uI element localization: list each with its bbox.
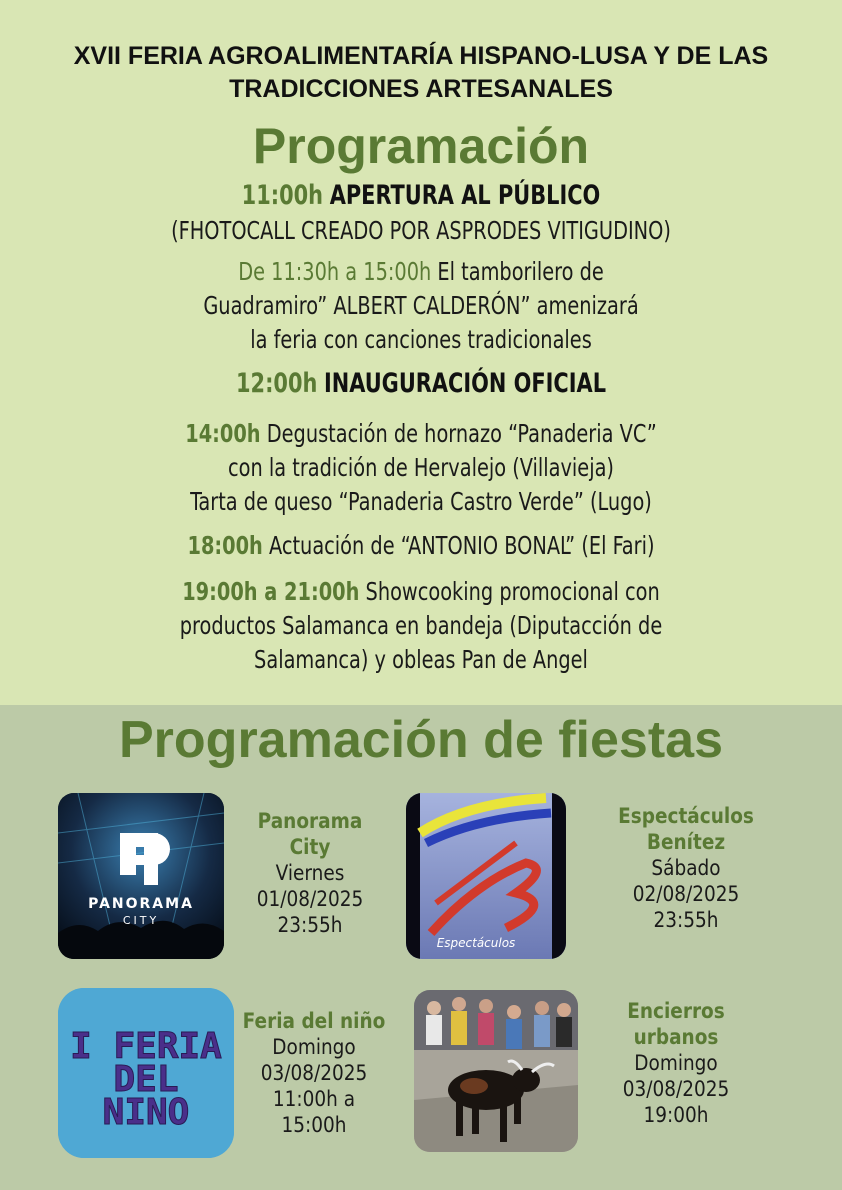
event-opening [59, 180, 783, 211]
event-time: 11:00h [241, 180, 324, 211]
event-time: 19:00h a 21:00h [182, 577, 360, 606]
event-title: APERTURA AL PÚBLICO [329, 180, 601, 211]
event-title: INAUGURACIÓN OFICIAL [324, 368, 607, 399]
event-degustacion-line3: Tarta de queso “Panaderia Castro Verde” (Lugo) [190, 487, 652, 516]
event-title-line2: TRADICCIONES ARTESANALES [229, 75, 613, 103]
encierros-time: 19:00h [643, 1103, 709, 1127]
benitez-logo [406, 793, 566, 959]
panorama-day: Viernes [275, 861, 345, 885]
feria-nino-logo-line1: I FERIA [70, 1026, 222, 1067]
feria-nino-logo-line3: NINO [102, 1092, 190, 1133]
panorama-time: 23:55h [277, 913, 343, 937]
benitez-logo-text: Espectáculos [436, 936, 516, 950]
event-actuacion [59, 530, 783, 561]
fiestas-heading: Programación de fiestas [119, 711, 723, 769]
encierros-date: 03/08/2025 [622, 1077, 730, 1101]
panorama-city-logo [58, 793, 224, 959]
event-tamborilero [59, 256, 783, 287]
feria-nino-logo [58, 988, 234, 1158]
programacion-heading: Programación [252, 118, 590, 174]
event-degustacion-line2: con la tradición de Hervalejo (Villavieja) [228, 453, 614, 482]
feria-nino-name: Feria del niño [242, 1009, 386, 1033]
panorama-logo-line2: CITY [122, 914, 160, 927]
event-time: De 11:30h a 15:00h [238, 257, 432, 286]
event-time: 12:00h [235, 368, 318, 399]
feria-nino-image [58, 988, 234, 1158]
panorama-date: 01/08/2025 [256, 887, 364, 911]
encierros-image [414, 990, 578, 1152]
benitez-info [587, 803, 784, 933]
event-showcooking [59, 576, 783, 607]
event-opening-sub: (FHOTOCALL CREADO POR ASPRODES VITIGUDINO) [171, 216, 671, 245]
event-title-line1: XVII FERIA AGROALIMENTARÍA HISPANO-LUSA Y DE LAS [73, 42, 769, 70]
event-time: 14:00h [185, 419, 261, 448]
encierros-info [590, 998, 762, 1128]
benitez-image [406, 793, 566, 959]
event-inauguracion [59, 368, 783, 399]
event-showcooking-line2: productos Salamanca en bandeja (Diputacción de [179, 611, 663, 640]
event-time: 18:00h [187, 531, 263, 560]
feria-nino-logo-line2: DEL [113, 1059, 179, 1100]
event-text: El tamborilero de [437, 257, 604, 286]
event-text: Degustación de hornazo “Panaderia VC” [266, 419, 657, 448]
panorama-city-info [240, 808, 381, 938]
panorama-logo-line1: PANORAMA [88, 896, 194, 912]
benitez-date: 02/08/2025 [632, 882, 740, 906]
event-showcooking-line3: Salamanca) y obleas Pan de Angel [254, 645, 588, 674]
encierros-day: Domingo [634, 1051, 718, 1075]
event-text: Actuación de “ANTONIO BONAL” (El Fari) [268, 531, 655, 560]
event-text: Showcooking promocional con [365, 577, 660, 606]
encierros-name: Encierros urbanos [627, 999, 725, 1049]
event-tamborilero-line2: Guadramiro” ALBERT CALDERÓN” amenizará [203, 291, 639, 320]
feria-nino-info [242, 1008, 386, 1138]
event-tamborilero-line3: la feria con canciones tradicionales [250, 325, 592, 354]
benitez-time: 23:55h [653, 908, 719, 932]
panorama-city-image [58, 793, 224, 959]
encierros-photo [414, 990, 578, 1152]
feria-nino-time: 11:00h a 15:00h [272, 1087, 356, 1137]
event-degustacion [59, 418, 783, 449]
benitez-name: Espectáculos Benítez [618, 804, 754, 854]
benitez-day: Sábado [651, 856, 721, 880]
feria-nino-date: 03/08/2025 [260, 1061, 368, 1085]
feria-nino-day: Domingo [272, 1035, 356, 1059]
panorama-name: Panorama City [257, 809, 363, 859]
